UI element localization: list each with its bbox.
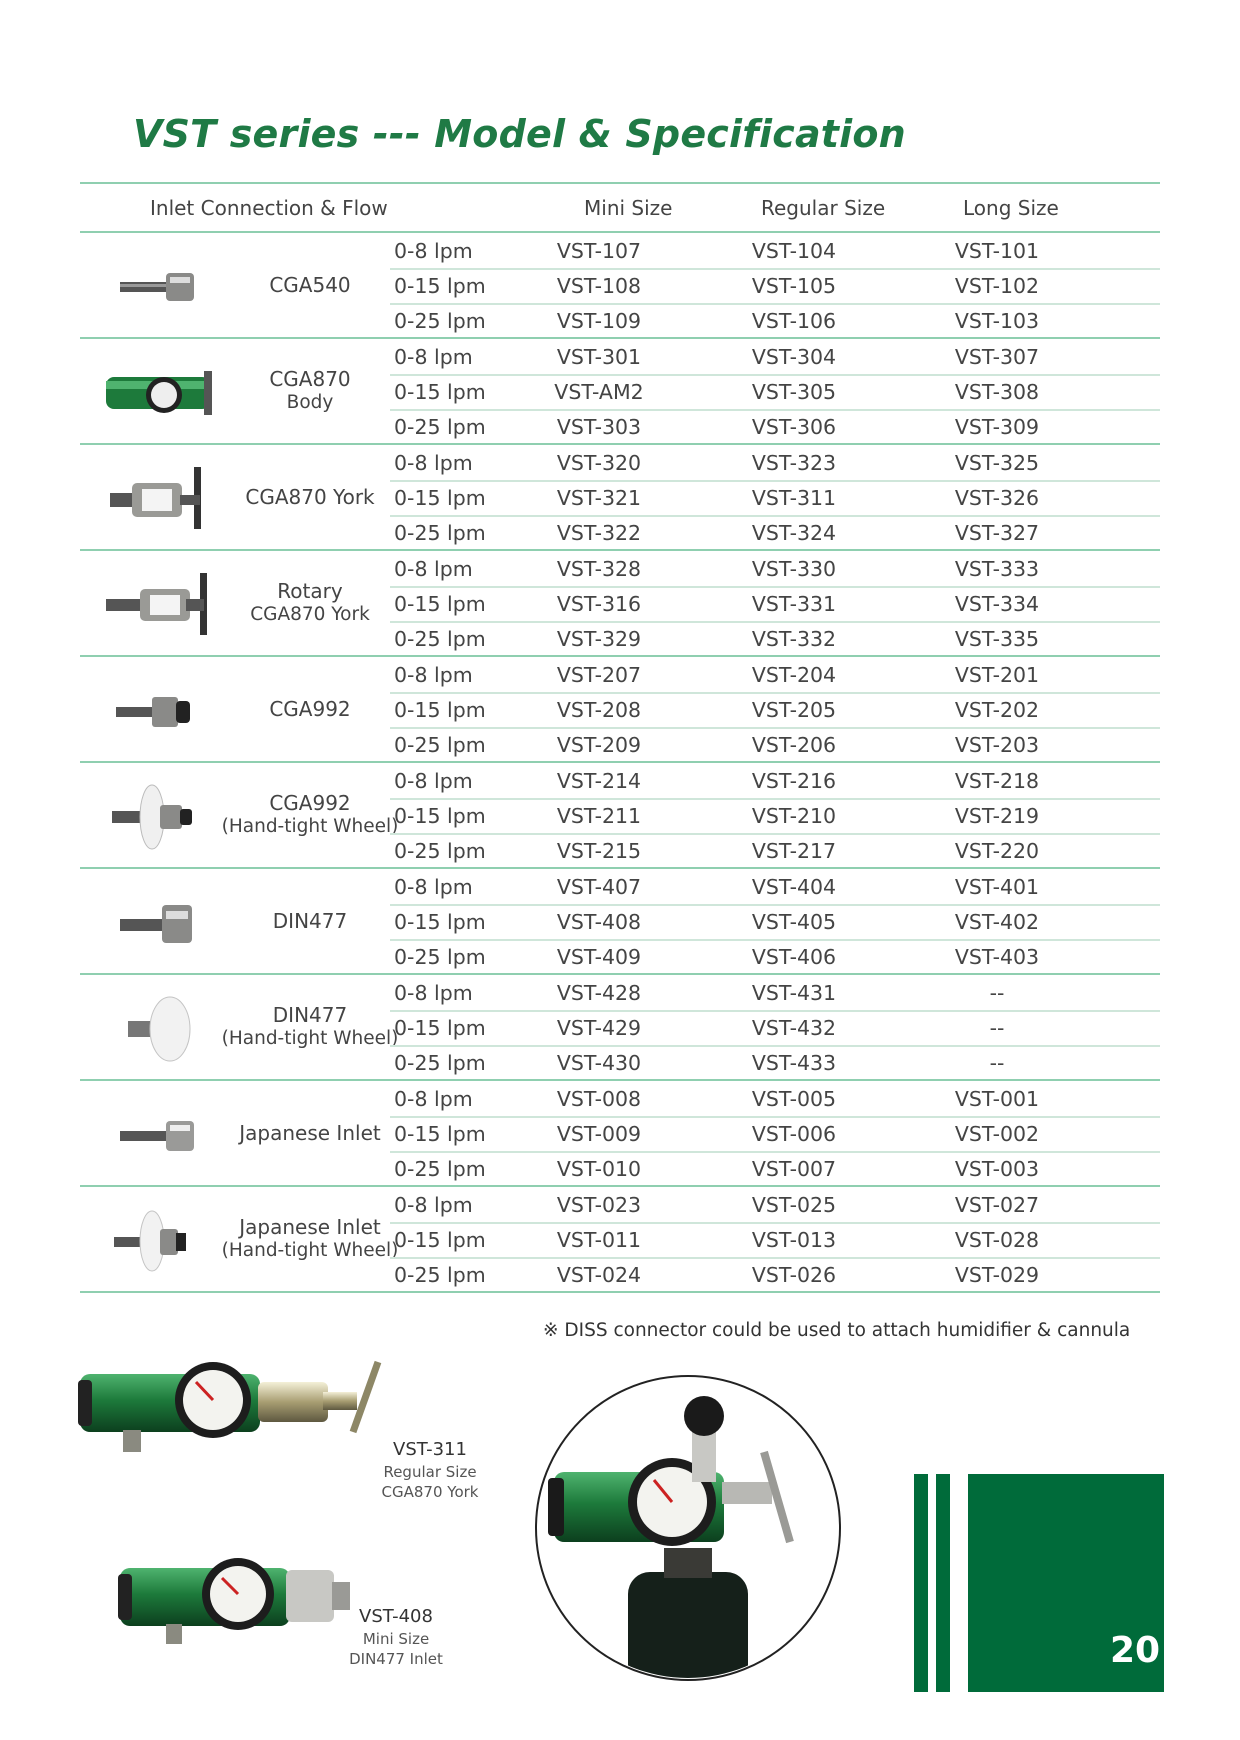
regular-size-cell: VST-105 xyxy=(751,274,837,298)
spec-table xyxy=(80,182,1160,1293)
table-row xyxy=(390,268,1160,305)
long-size-cell: VST-102 xyxy=(954,274,1040,298)
mini-size-cell: VST-011 xyxy=(556,1228,642,1252)
long-size-cell: VST-218 xyxy=(954,769,1040,793)
flow-cell: 0-25 lpm xyxy=(394,415,486,439)
regular-size-cell: VST-431 xyxy=(751,981,837,1005)
mini-size-cell: VST-430 xyxy=(556,1051,642,1075)
cylinder-regulator-photo xyxy=(532,1372,844,1684)
diss-note: ※ DISS connector could be used to attach humidifier & cannula xyxy=(543,1320,1131,1341)
regular-size-cell: VST-432 xyxy=(751,1016,837,1040)
vst-408-regulator-photo xyxy=(118,1552,358,1652)
table-row xyxy=(390,798,1160,835)
table-row xyxy=(390,515,1160,550)
flow-cell: 0-8 lpm xyxy=(394,345,473,369)
table-row xyxy=(390,904,1160,941)
flow-cell: 0-8 lpm xyxy=(394,451,473,475)
long-size-cell: VST-027 xyxy=(954,1193,1040,1217)
regular-size-cell: VST-205 xyxy=(751,698,837,722)
regular-size-cell: VST-104 xyxy=(751,239,837,263)
mini-size-cell: VST-AM2 xyxy=(554,380,644,404)
inlet-name: CGA870 Body xyxy=(269,367,351,413)
flow-cell: 0-25 lpm xyxy=(394,1051,486,1075)
inlet-group xyxy=(80,1187,1160,1293)
long-size-cell: VST-220 xyxy=(954,839,1040,863)
long-size-cell: -- xyxy=(989,1051,1005,1075)
table-row xyxy=(390,1257,1160,1292)
vst-408-caption: VST-408 Mini Size DIN477 Inlet xyxy=(349,1606,443,1668)
table-row xyxy=(390,339,1160,376)
mini-size-cell: VST-023 xyxy=(556,1193,642,1217)
inlet-name: Japanese Inlet xyxy=(239,1121,381,1145)
header-regular-size: Regular Size xyxy=(761,196,886,220)
mini-size-cell: VST-009 xyxy=(556,1122,642,1146)
flow-cell: 0-25 lpm xyxy=(394,521,486,545)
flow-cell: 0-15 lpm xyxy=(394,380,486,404)
inlet-name: Japanese Inlet (Hand-tight Wheel) xyxy=(221,1215,399,1261)
page-title: VST series --- Model & Specification xyxy=(133,112,906,156)
regular-size-cell: VST-405 xyxy=(751,910,837,934)
vst-311-caption: VST-311 Regular Size CGA870 York xyxy=(381,1439,479,1501)
inlet-name: CGA540 xyxy=(269,273,351,297)
long-size-cell: VST-103 xyxy=(954,309,1040,333)
table-row xyxy=(390,586,1160,623)
table-row xyxy=(390,1187,1160,1224)
mini-size-cell: VST-303 xyxy=(556,415,642,439)
mini-size-cell: VST-214 xyxy=(556,769,642,793)
mini-size-cell: VST-107 xyxy=(556,239,642,263)
regular-size-cell: VST-106 xyxy=(751,309,837,333)
inlet-name: DIN477 (Hand-tight Wheel) xyxy=(221,1003,399,1049)
mini-size-cell: VST-024 xyxy=(556,1263,642,1287)
mini-size-cell: VST-321 xyxy=(556,486,642,510)
table-row xyxy=(390,551,1160,588)
flow-cell: 0-15 lpm xyxy=(394,804,486,828)
inlet-group xyxy=(80,233,1160,339)
regular-size-cell: VST-013 xyxy=(751,1228,837,1252)
long-size-cell: VST-327 xyxy=(954,521,1040,545)
mini-size-cell: VST-428 xyxy=(556,981,642,1005)
flow-cell: 0-25 lpm xyxy=(394,1263,486,1287)
regular-size-cell: VST-404 xyxy=(751,875,837,899)
page-number: 20 xyxy=(1109,1630,1161,1671)
inlet-group xyxy=(80,445,1160,551)
flow-cell: 0-25 lpm xyxy=(394,839,486,863)
header-inlet: Inlet Connection & Flow xyxy=(150,196,388,220)
long-size-cell: VST-334 xyxy=(954,592,1040,616)
flow-cell: 0-15 lpm xyxy=(394,274,486,298)
mini-size-cell: VST-322 xyxy=(556,521,642,545)
regular-size-cell: VST-216 xyxy=(751,769,837,793)
regular-size-cell: VST-304 xyxy=(751,345,837,369)
regular-size-cell: VST-204 xyxy=(751,663,837,687)
long-size-cell: VST-403 xyxy=(954,945,1040,969)
long-size-cell: VST-219 xyxy=(954,804,1040,828)
long-size-cell: VST-028 xyxy=(954,1228,1040,1252)
inlet-name: DIN477 xyxy=(272,909,348,933)
table-row xyxy=(390,657,1160,694)
table-row xyxy=(390,480,1160,517)
table-row xyxy=(390,233,1160,270)
regular-size-cell: VST-323 xyxy=(751,451,837,475)
table-row xyxy=(390,763,1160,800)
inlet-group xyxy=(80,657,1160,763)
inlet-group xyxy=(80,763,1160,869)
mini-size-cell: VST-409 xyxy=(556,945,642,969)
table-row xyxy=(390,1045,1160,1080)
inlet-group xyxy=(80,1081,1160,1187)
table-row xyxy=(390,1010,1160,1047)
long-size-cell: VST-307 xyxy=(954,345,1040,369)
mini-size-cell: VST-207 xyxy=(556,663,642,687)
mini-size-cell: VST-408 xyxy=(556,910,642,934)
table-row xyxy=(390,727,1160,762)
vst-311-regulator-photo xyxy=(78,1352,398,1462)
regular-size-cell: VST-330 xyxy=(751,557,837,581)
table-row xyxy=(390,1116,1160,1153)
long-size-cell: -- xyxy=(989,1016,1005,1040)
mini-size-cell: VST-407 xyxy=(556,875,642,899)
table-row xyxy=(390,1222,1160,1259)
regular-size-cell: VST-007 xyxy=(751,1157,837,1181)
table-row xyxy=(390,303,1160,338)
long-size-cell: VST-308 xyxy=(954,380,1040,404)
regular-size-cell: VST-332 xyxy=(751,627,837,651)
long-size-cell: VST-333 xyxy=(954,557,1040,581)
long-size-cell: VST-401 xyxy=(954,875,1040,899)
long-size-cell: VST-001 xyxy=(954,1087,1040,1111)
flow-cell: 0-25 lpm xyxy=(394,945,486,969)
regular-size-cell: VST-025 xyxy=(751,1193,837,1217)
mini-size-cell: VST-008 xyxy=(556,1087,642,1111)
regular-size-cell: VST-210 xyxy=(751,804,837,828)
mini-size-cell: VST-316 xyxy=(556,592,642,616)
inlet-group xyxy=(80,975,1160,1081)
table-row xyxy=(390,869,1160,906)
mini-size-cell: VST-109 xyxy=(556,309,642,333)
long-size-cell: VST-002 xyxy=(954,1122,1040,1146)
long-size-cell: VST-326 xyxy=(954,486,1040,510)
flow-cell: 0-15 lpm xyxy=(394,1016,486,1040)
mini-size-cell: VST-215 xyxy=(556,839,642,863)
header-mini-size: Mini Size xyxy=(584,196,673,220)
flow-cell: 0-15 lpm xyxy=(394,1228,486,1252)
regular-size-cell: VST-305 xyxy=(751,380,837,404)
long-size-cell: VST-201 xyxy=(954,663,1040,687)
table-row xyxy=(390,621,1160,656)
mini-size-cell: VST-301 xyxy=(556,345,642,369)
flow-cell: 0-25 lpm xyxy=(394,733,486,757)
inlet-group xyxy=(80,339,1160,445)
table-row xyxy=(390,975,1160,1012)
long-size-cell: VST-335 xyxy=(954,627,1040,651)
inlet-name: CGA992 (Hand-tight Wheel) xyxy=(221,791,399,837)
inlet-name: Rotary CGA870 York xyxy=(250,579,370,625)
table-row xyxy=(390,374,1160,411)
long-size-cell: VST-202 xyxy=(954,698,1040,722)
flow-cell: 0-25 lpm xyxy=(394,1157,486,1181)
flow-cell: 0-15 lpm xyxy=(394,592,486,616)
regular-size-cell: VST-406 xyxy=(751,945,837,969)
mini-size-cell: VST-108 xyxy=(556,274,642,298)
table-header xyxy=(80,182,1160,233)
table-row xyxy=(390,1081,1160,1118)
long-size-cell: VST-003 xyxy=(954,1157,1040,1181)
inlet-group xyxy=(80,551,1160,657)
flow-cell: 0-8 lpm xyxy=(394,981,473,1005)
flow-cell: 0-15 lpm xyxy=(394,910,486,934)
long-size-cell: VST-203 xyxy=(954,733,1040,757)
flow-cell: 0-15 lpm xyxy=(394,698,486,722)
inlet-name: CGA870 York xyxy=(245,485,375,509)
flow-cell: 0-8 lpm xyxy=(394,557,473,581)
inlet-name: CGA992 xyxy=(269,697,351,721)
mini-size-cell: VST-010 xyxy=(556,1157,642,1181)
mini-size-cell: VST-320 xyxy=(556,451,642,475)
regular-size-cell: VST-026 xyxy=(751,1263,837,1287)
table-row xyxy=(390,939,1160,974)
flow-cell: 0-8 lpm xyxy=(394,769,473,793)
table-row xyxy=(390,692,1160,729)
header-long-size: Long Size xyxy=(963,196,1059,220)
mini-size-cell: VST-211 xyxy=(556,804,642,828)
regular-size-cell: VST-217 xyxy=(751,839,837,863)
long-size-cell: VST-101 xyxy=(954,239,1040,263)
flow-cell: 0-8 lpm xyxy=(394,1087,473,1111)
long-size-cell: VST-402 xyxy=(954,910,1040,934)
table-row xyxy=(390,833,1160,868)
regular-size-cell: VST-324 xyxy=(751,521,837,545)
flow-cell: 0-8 lpm xyxy=(394,239,473,263)
regular-size-cell: VST-006 xyxy=(751,1122,837,1146)
regular-size-cell: VST-331 xyxy=(751,592,837,616)
regular-size-cell: VST-005 xyxy=(751,1087,837,1111)
flow-cell: 0-8 lpm xyxy=(394,663,473,687)
regular-size-cell: VST-306 xyxy=(751,415,837,439)
flow-cell: 0-25 lpm xyxy=(394,309,486,333)
flow-cell: 0-8 lpm xyxy=(394,1193,473,1217)
regular-size-cell: VST-311 xyxy=(751,486,837,510)
long-size-cell: VST-325 xyxy=(954,451,1040,475)
flow-cell: 0-8 lpm xyxy=(394,875,473,899)
table-row xyxy=(390,1151,1160,1186)
flow-cell: 0-25 lpm xyxy=(394,627,486,651)
regular-size-cell: VST-206 xyxy=(751,733,837,757)
table-row xyxy=(390,445,1160,482)
flow-cell: 0-15 lpm xyxy=(394,486,486,510)
flow-cell: 0-15 lpm xyxy=(394,1122,486,1146)
regular-size-cell: VST-433 xyxy=(751,1051,837,1075)
mini-size-cell: VST-328 xyxy=(556,557,642,581)
long-size-cell: -- xyxy=(989,981,1005,1005)
long-size-cell: VST-029 xyxy=(954,1263,1040,1287)
mini-size-cell: VST-209 xyxy=(556,733,642,757)
table-row xyxy=(390,409,1160,444)
inlet-group xyxy=(80,869,1160,975)
mini-size-cell: VST-208 xyxy=(556,698,642,722)
mini-size-cell: VST-329 xyxy=(556,627,642,651)
long-size-cell: VST-309 xyxy=(954,415,1040,439)
mini-size-cell: VST-429 xyxy=(556,1016,642,1040)
